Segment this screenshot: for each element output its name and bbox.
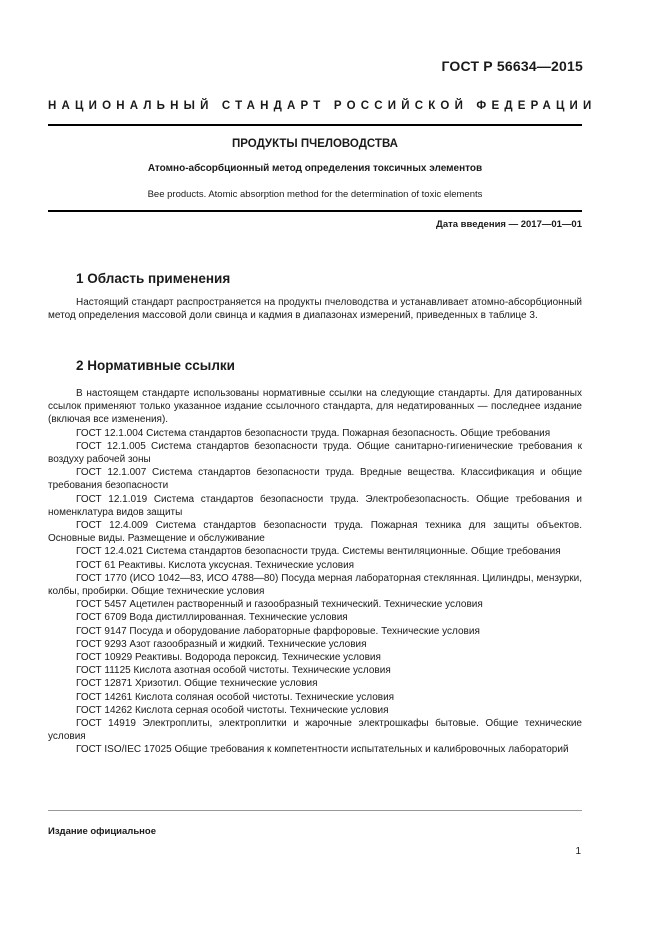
introduction-date: Дата введения — 2017—01—01	[436, 219, 582, 230]
reference-item: ГОСТ 61 Реактивы. Кислота уксусная. Технические условия	[76, 559, 355, 571]
reference-item: ГОСТ 6709 Вода дистиллированная. Технические условия	[76, 612, 348, 624]
official-edition-label: Издание официальное	[48, 826, 156, 837]
section-2-paragraph-intro: В настоящем стандарте использованы нормативные ссылки на следующие стандарты. Для датированных ссылок применяют только указанное издание ссылочного стандарта, для недатированных — последнее издание (включая все изменения).	[48, 388, 582, 426]
reference-item: ГОСТ 12.1.007 Система стандартов безопасности труда. Вредные вещества. Классификация и общие требования безопасности	[48, 467, 582, 492]
section-1-title: 1 Область применения	[76, 271, 231, 286]
reference-item: ГОСТ 11125 Кислота азотная особой чистоты. Технические условия	[76, 665, 391, 677]
footer-rule	[48, 810, 582, 811]
section-1-body	[48, 296, 582, 322]
reference-item: ГОСТ 14262 Кислота серная особой чистоты. Технические условия	[76, 704, 389, 716]
reference-item: ГОСТ 12871 Хризотил. Общие технические условия	[76, 678, 318, 690]
national-standard-heading: НАЦИОНАЛЬНЫЙ СТАНДАРТ РОССИЙСКОЙ ФЕДЕРАЦИИ	[48, 100, 597, 112]
section-1-paragraph: Настоящий стандарт распространяется на продукты пчеловодства и устанавливает атомно-абсорбционный метод определения массовой доли свинца и кадмия в диапазонах измерений, приведенных в таблице 3.	[48, 297, 582, 322]
reference-item: ГОСТ 12.1.005 Система стандартов безопасности труда. Общие санитарно-гигиенические требования к воздуху рабочей зоны	[48, 440, 582, 466]
reference-item: ГОСТ 12.1.004 Система стандартов безопасности труда. Пожарная безопасность. Общие требования	[76, 427, 551, 439]
title-rule	[48, 210, 582, 212]
reference-item: ГОСТ 5457 Ацетилен растворенный и газообразный технический. Технические условия	[76, 599, 483, 611]
reference-item: ГОСТ 10929 Реактивы. Водорода пероксид. Технические условия	[76, 652, 381, 664]
reference-item: ГОСТ 9147 Посуда и оборудование лабораторные фарфоровые. Технические условия	[76, 625, 480, 637]
reference-item: ГОСТ 12.1.019 Система стандартов безопасности труда. Электробезопасность. Общие требования и номенклатура видов защиты	[48, 493, 582, 518]
top-rule	[48, 124, 582, 126]
document-title: ПРОДУКТЫ ПЧЕЛОВОДСТВА	[232, 138, 398, 150]
reference-item: ГОСТ ISO/IEC 17025 Общие требования к компетентности испытательных и калибровочных лабораторий	[76, 744, 569, 756]
document-id: ГОСТ Р 56634—2015	[441, 58, 583, 74]
document-subtitle: Атомно-абсорбционный метод определения токсичных элементов	[147, 163, 483, 174]
reference-item: ГОСТ 12.4.009 Система стандартов безопасности труда. Пожарная техника для защиты объектов. Основные виды. Размещение и обслуживание	[48, 520, 582, 545]
reference-item: ГОСТ 9293 Азот газообразный и жидкий. Технические условия	[76, 638, 367, 650]
reference-item: ГОСТ 1770 (ИСО 1042—83, ИСО 4788—80) Посуда мерная лабораторная стеклянная. Цилиндры, мензурки, колбы, пробирки. Общие технические условия	[48, 572, 582, 598]
page-number: 1	[575, 846, 581, 857]
reference-item: ГОСТ 12.4.021 Система стандартов безопасности труда. Системы вентиляционные. Общие требования	[76, 546, 561, 558]
reference-item: ГОСТ 14261 Кислота соляная особой чистоты. Технические условия	[76, 691, 395, 703]
section-2-body	[48, 387, 582, 757]
section-2-title: 2 Нормативные ссылки	[76, 358, 235, 373]
document-subtitle-english: Bee products. Atomic absorption method for the determination of toxic elements	[147, 189, 483, 200]
reference-item: ГОСТ 14919 Электроплиты, электроплитки и жарочные электрошкафы бытовые. Общие технические условия	[48, 718, 582, 743]
